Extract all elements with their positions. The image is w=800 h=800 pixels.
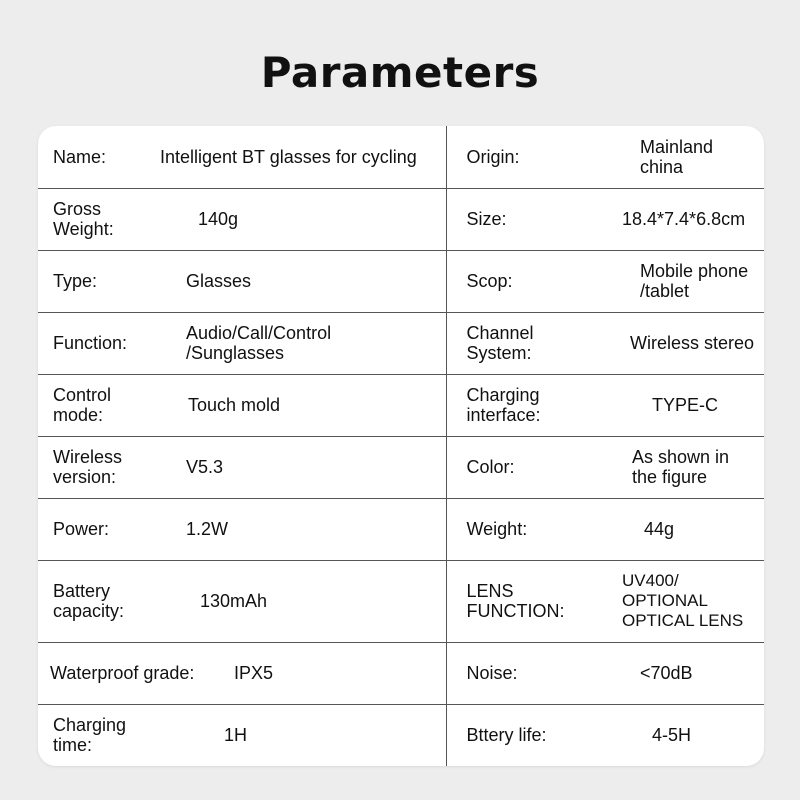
page-title: Parameters [260,48,540,97]
param-label: Color: [446,436,614,498]
table-row [38,560,764,642]
table-row [38,188,764,250]
param-label: Charging interface: [446,374,614,436]
table-row [38,436,764,498]
param-value: Mainland china [614,126,764,188]
param-label: Scop: [446,250,614,312]
param-label: LENS FUNCTION: [446,560,614,642]
param-label: Wireless version: [38,436,148,498]
param-label: Weight: [446,498,614,560]
param-value: As shown in the figure [614,436,764,498]
param-label: Gross Weight: [38,188,148,250]
param-label: Battery capacity: [38,560,148,642]
table-row [38,250,764,312]
param-label: Type: [38,250,148,312]
param-value: Glasses [148,250,446,312]
table-row [38,374,764,436]
parameters-table [38,126,764,766]
param-value: Audio/Call/Control /Sunglasses [148,312,446,374]
param-label: Power: [38,498,148,560]
table-row [38,642,764,704]
param-value: <70dB [614,642,764,704]
table-row [38,498,764,560]
param-label: Waterproof grade: [38,642,148,704]
param-value: 4-5H [652,725,692,746]
param-value: Touch mold [148,374,446,436]
param-label: Channel System: [446,312,614,374]
param-value: 140g [148,188,446,250]
param-value: Intelligent BT glasses for cycling [148,126,446,188]
param-value: UV400/ OPTIONAL OPTICAL LENS [614,560,764,642]
param-value: 1.2W [148,498,446,560]
param-label: Function: [38,312,148,374]
param-label: Charging time: [53,715,127,756]
table-row [38,126,764,188]
param-label: Control mode: [38,374,148,436]
table-row [38,704,764,766]
param-value: 18.4*7.4*6.8cm [614,188,764,250]
table-row [38,312,764,374]
param-value: V5.3 [148,436,446,498]
param-label: Bttery life: [446,704,614,766]
param-label: Size: [446,188,614,250]
param-label: Origin: [446,126,614,188]
parameters-card [38,126,764,766]
param-label: Name: [38,126,148,188]
param-label: Noise: [446,642,614,704]
param-value: TYPE-C [614,374,764,436]
param-value: IPX5 [148,642,446,704]
param-value: 44g [614,498,764,560]
param-value: Mobile phone /tablet [614,250,764,312]
param-value: 1H [224,725,248,746]
param-value: Wireless stereo [614,312,764,374]
param-value: 130mAh [148,560,446,642]
